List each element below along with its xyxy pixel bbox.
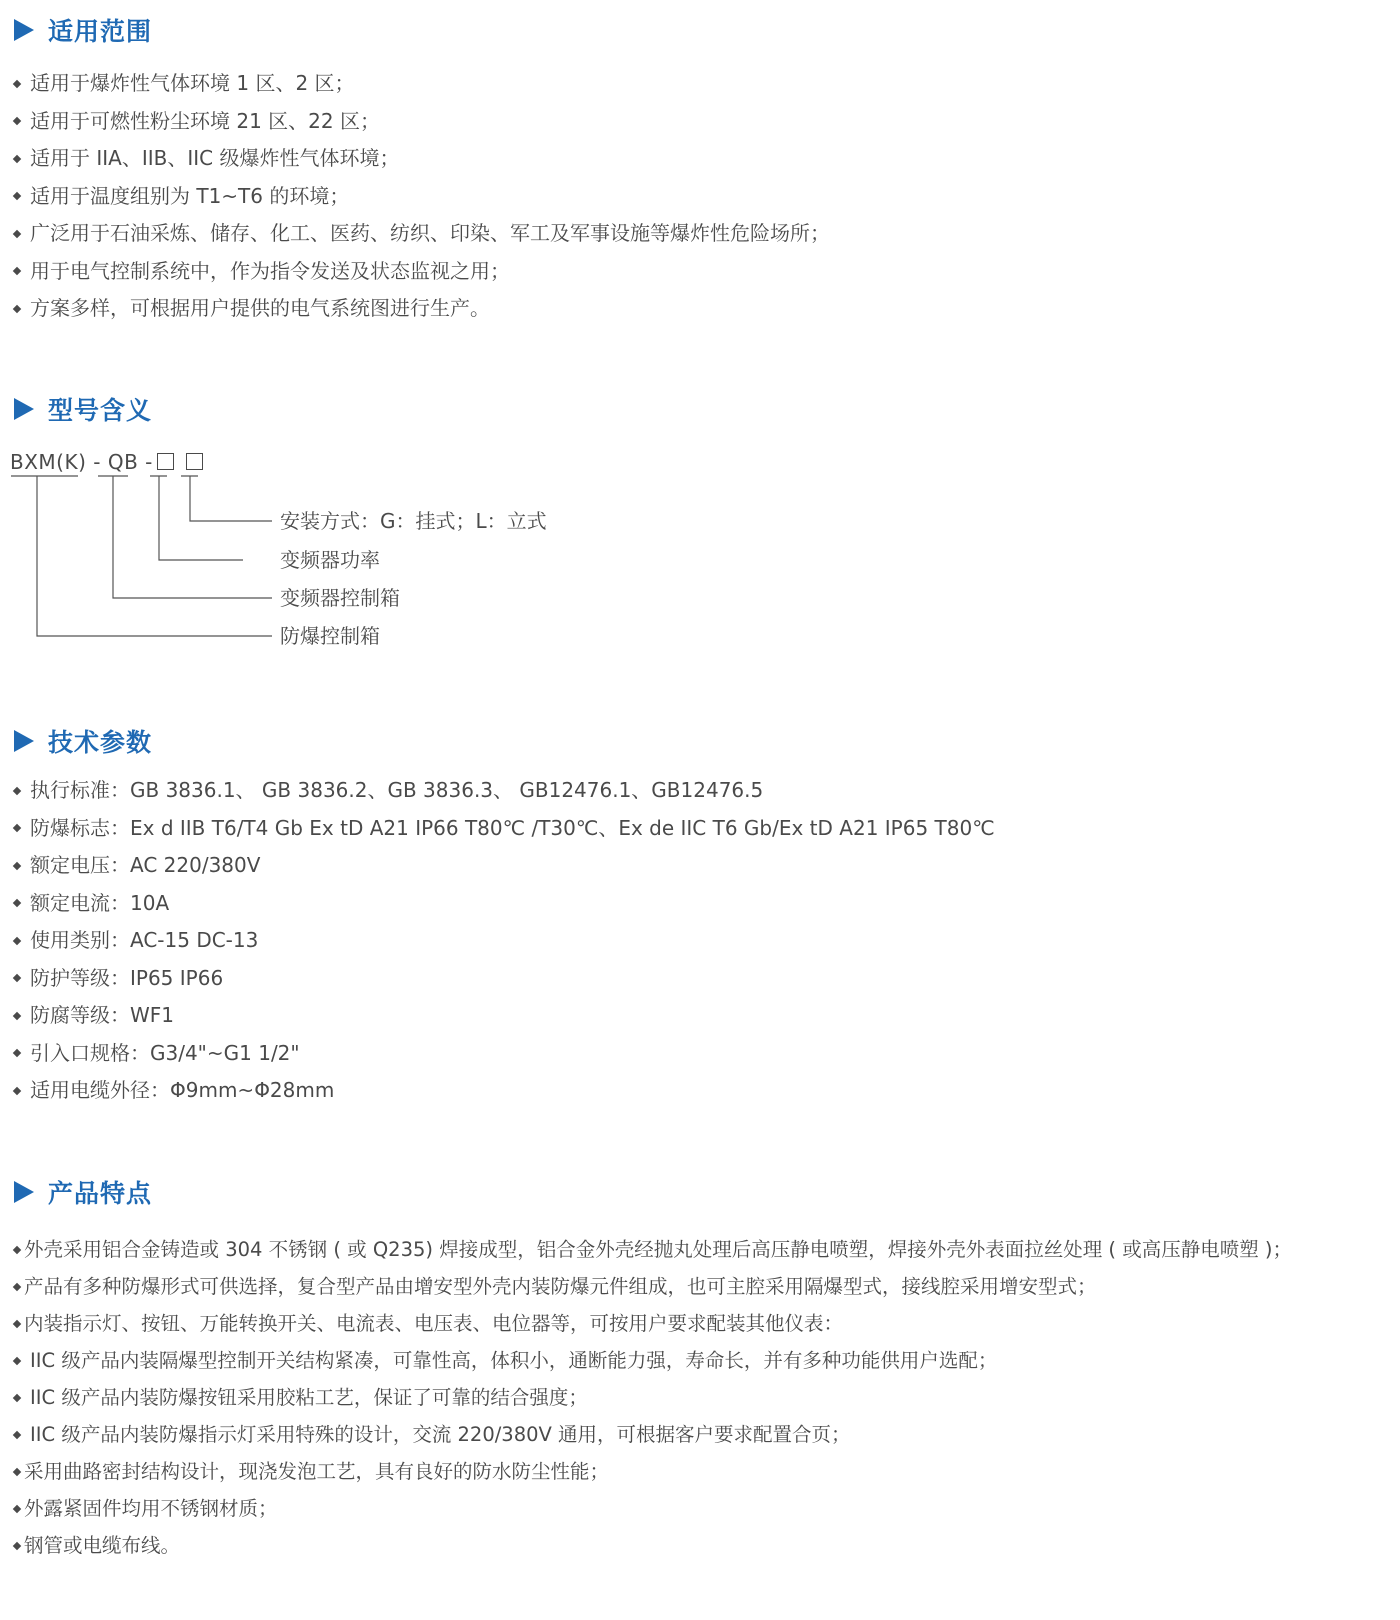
diamond-bullet-icon — [13, 192, 21, 200]
diamond-bullet-icon — [13, 1430, 21, 1438]
diamond-bullet-icon — [13, 1467, 21, 1475]
diamond-bullet-icon — [13, 1319, 21, 1327]
list-item: IIC 级产品内装防爆按钮采用胶粘工艺，保证了可靠的结合强度； — [12, 1379, 1292, 1416]
section-title: 技术参数 — [48, 728, 153, 757]
list-item: 引入口规格：G3/4"~G1 1/2" — [12, 1035, 995, 1073]
diamond-bullet-icon — [13, 1504, 21, 1512]
diamond-bullet-icon — [13, 305, 21, 313]
placeholder-box-icon — [186, 453, 203, 470]
list-item: 额定电压：AC 220/380V — [12, 847, 995, 885]
diamond-bullet-icon — [13, 1356, 21, 1364]
diamond-bullet-icon — [13, 824, 21, 832]
leader-power — [159, 476, 243, 560]
leader-install — [190, 476, 272, 521]
section-heading-scope — [14, 10, 152, 50]
list-item: 外壳采用铝合金铸造或 304 不锈钢 ( 或 Q235) 焊接成型，铝合金外壳经抛丸处理后高压静电喷塑，焊接外壳外表面拉丝处理 ( 或高压静电喷塑 )； — [12, 1231, 1292, 1268]
triangle-bullet-icon — [14, 19, 34, 41]
section-title: 适用范围 — [48, 17, 153, 46]
diamond-bullet-icon — [13, 230, 21, 238]
list-item: 适用于爆炸性气体环境 1 区、2 区； — [12, 65, 830, 103]
diamond-bullet-icon — [13, 267, 21, 275]
diamond-bullet-icon — [13, 862, 21, 870]
leader-ex-box — [37, 476, 272, 636]
list-item: 防爆标志：Ex d IIB T6/T4 Gb Ex tD A21 IP66 T80℃ /T30℃、Ex de IIC T6 Gb/Ex tD A21 IP65 T80℃ — [12, 810, 995, 848]
diamond-bullet-icon — [13, 1282, 21, 1290]
triangle-bullet-icon — [14, 730, 34, 752]
diagram-label-vfd-box: 变频器控制箱 — [280, 586, 400, 610]
diamond-bullet-icon — [13, 937, 21, 945]
list-item: 防腐等级：WF1 — [12, 997, 995, 1035]
triangle-bullet-icon — [14, 1181, 34, 1203]
triangle-bullet-icon — [14, 398, 34, 420]
diamond-bullet-icon — [13, 1541, 21, 1549]
leader-vfd-box — [113, 476, 272, 598]
list-item: 钢管或电缆布线。 — [12, 1527, 1292, 1564]
list-item: 执行标准：GB 3836.1、 GB 3836.2、GB 3836.3、 GB12476.1、GB12476.5 — [12, 772, 995, 810]
diamond-bullet-icon — [13, 1087, 21, 1095]
list-item: 外露紧固件均用不锈钢材质； — [12, 1490, 1292, 1527]
diamond-bullet-icon — [13, 1393, 21, 1401]
diamond-bullet-icon — [13, 899, 21, 907]
list-item: 方案多样，可根据用户提供的电气系统图进行生产。 — [12, 290, 830, 328]
list-item: 内装指示灯、按钮、万能转换开关、电流表、电压表、电位器等，可按用户要求配装其他仪表： — [12, 1305, 1292, 1342]
diamond-bullet-icon — [13, 155, 21, 163]
list-item: 适用于 IIA、IIB、IIC 级爆炸性气体环境； — [12, 140, 830, 178]
list-item: 防护等级：IP65 IP66 — [12, 960, 995, 998]
diagram-label-ex-box: 防爆控制箱 — [280, 624, 380, 648]
diagram-label-install: 安装方式：G：挂式；L：立式 — [280, 509, 547, 533]
list-item: 广泛用于石油采炼、储存、化工、医药、纺织、印染、军工及军事设施等爆炸性危险场所； — [12, 215, 830, 253]
scope-list — [12, 65, 830, 328]
diagram-label-power: 变频器功率 — [280, 548, 380, 572]
section-heading-features — [14, 1172, 152, 1212]
diamond-bullet-icon — [13, 1012, 21, 1020]
diamond-bullet-icon — [13, 974, 21, 982]
section-title: 型号含义 — [48, 396, 153, 425]
list-item: 用于电气控制系统中，作为指令发送及状态监视之用； — [12, 253, 830, 291]
params-list — [12, 772, 995, 1110]
diamond-bullet-icon — [13, 117, 21, 125]
list-item: 适用于可燃性粉尘环境 21 区、22 区； — [12, 103, 830, 141]
diamond-bullet-icon — [13, 787, 21, 795]
section-heading-model — [14, 389, 152, 429]
list-item: 适用于温度组别为 T1~T6 的环境； — [12, 178, 830, 216]
list-item: 采用曲路密封结构设计，现浇发泡工艺，具有良好的防水防尘性能； — [12, 1453, 1292, 1490]
diamond-bullet-icon — [13, 1245, 21, 1253]
model-code-prefix: BXM(K) - QB - — [10, 450, 153, 474]
list-item: IIC 级产品内装防爆指示灯采用特殊的设计，交流 220/380V 通用，可根据客户要求配置合页； — [12, 1416, 1292, 1453]
list-item: IIC 级产品内装隔爆型控制开关结构紧凑，可靠性高，体积小，通断能力强，寿命长，并有多种功能供用户选配； — [12, 1342, 1292, 1379]
list-item: 适用电缆外径：Φ9mm~Φ28mm — [12, 1072, 995, 1110]
section-heading-params — [14, 721, 152, 761]
list-item: 产品有多种防爆形式可供选择，复合型产品由增安型外壳内装防爆元件组成，也可主腔采用隔爆型式，接线腔采用增安型式； — [12, 1268, 1292, 1305]
section-title: 产品特点 — [48, 1179, 153, 1208]
list-item: 使用类别：AC-15 DC-13 — [12, 922, 995, 960]
diamond-bullet-icon — [13, 80, 21, 88]
features-list — [12, 1231, 1292, 1564]
placeholder-box-icon — [157, 453, 174, 470]
list-item: 额定电流：10A — [12, 885, 995, 923]
diamond-bullet-icon — [13, 1049, 21, 1057]
